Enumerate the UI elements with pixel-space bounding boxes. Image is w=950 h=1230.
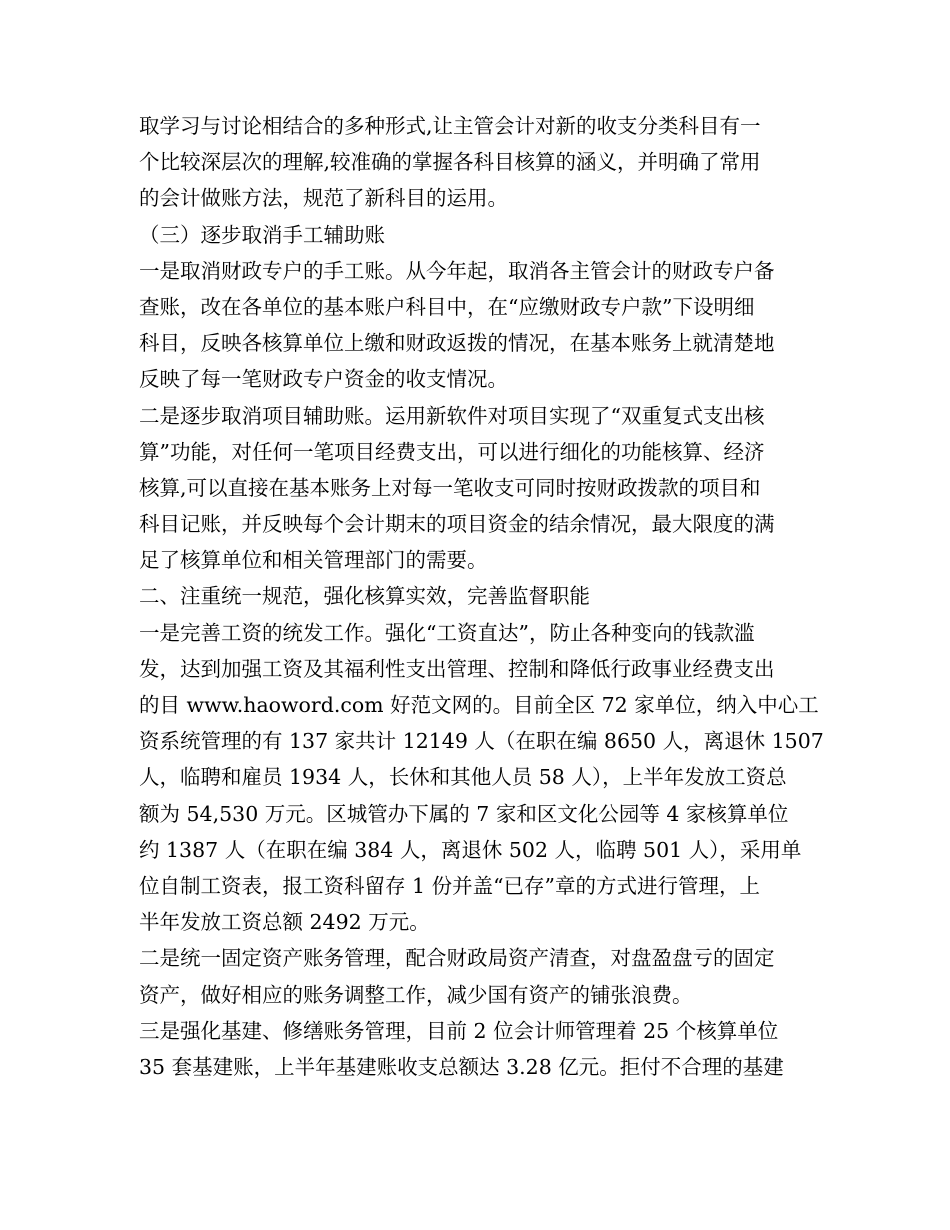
text-line: 的会计做账方法，规范了新科目的运用。	[139, 186, 508, 211]
document-body	[139, 108, 824, 1085]
text-line: 人，临聘和雇员 1934 人，长休和其他人员 58 人），上半年发放工资总	[139, 765, 787, 790]
text-line: 算”功能，对任何一笔项目经费支出，可以进行细化的功能核算、经济	[139, 439, 765, 464]
text-line: 查账，改在各单位的基本账户科目中，在“应缴财政专户款”下设明细	[139, 294, 755, 319]
text-line: 反映了每一笔财政专户资金的收支情况。	[139, 367, 508, 392]
text-line: 一是完善工资的统发工作。强化“工资直达”，防止各种变向的钱款滥	[139, 620, 755, 645]
text-line: 发，达到加强工资及其福利性支出管理、控制和降低行政事业经费支出	[139, 656, 775, 681]
text-line: 二是逐步取消项目辅助账。运用新软件对项目实现了“双重复式支出核	[139, 403, 765, 428]
text-line: 的目 www.haoword.com 好范文网的。目前全区 72 家单位，纳入中心工	[139, 693, 819, 717]
text-line: 个比较深层次的理解,较准确的掌握各科目核算的涵义，并明确了常用	[139, 150, 761, 175]
text-line: 资系统管理的有 137 家共计 12149 人（在职在编 8650 人，离退休 1507	[139, 729, 824, 754]
text-line: 一是取消财政专户的手工账。从今年起，取消各主管会计的财政专户备	[139, 258, 775, 283]
text-line: 资产，做好相应的账务调整工作，减少国有资产的铺张浪费。	[139, 982, 693, 1007]
section-heading: （三）逐步取消手工辅助账	[139, 222, 385, 247]
text-line: 科目，反映各核算单位上缴和财政返拨的情况，在基本账务上就清楚地	[139, 331, 775, 356]
text-line: 科目记账，并反映每个会计期末的项目资金的结余情况，最大限度的满	[139, 512, 775, 537]
text-line: 二是统一固定资产账务管理，配合财政局资产清查，对盘盈盘亏的固定	[139, 946, 775, 971]
text-line: 足了核算单位和相关管理部门的需要。	[139, 548, 488, 573]
text-line: 额为 54,530 万元。区城管办下属的 7 家和区文化公园等 4 家核算单位	[139, 801, 789, 826]
text-line: 三是强化基建、修缮账务管理，目前 2 位会计师管理着 25 个核算单位	[139, 1018, 779, 1043]
text-line: 约 1387 人（在职在编 384 人，离退休 502 人，临聘 501 人），采用单	[139, 837, 802, 862]
text-line: 核算,可以直接在基本账务上对每一笔收支可同时按财政拨款的项目和	[139, 475, 761, 500]
text-line: 35 套基建账，上半年基建账收支总额达 3.28 亿元。拒付不合理的基建	[139, 1054, 784, 1079]
text-line: 取学习与讨论相结合的多种形式,让主管会计对新的收支分类科目有一	[139, 114, 761, 138]
text-line: 位自制工资表，报工资科留存 1 份并盖“已存”章的方式进行管理，上	[139, 873, 761, 898]
text-line: 半年发放工资总额 2492 万元。	[139, 910, 430, 935]
section-heading: 二、注重统一规范，强化核算实效，完善监督职能	[139, 584, 590, 609]
